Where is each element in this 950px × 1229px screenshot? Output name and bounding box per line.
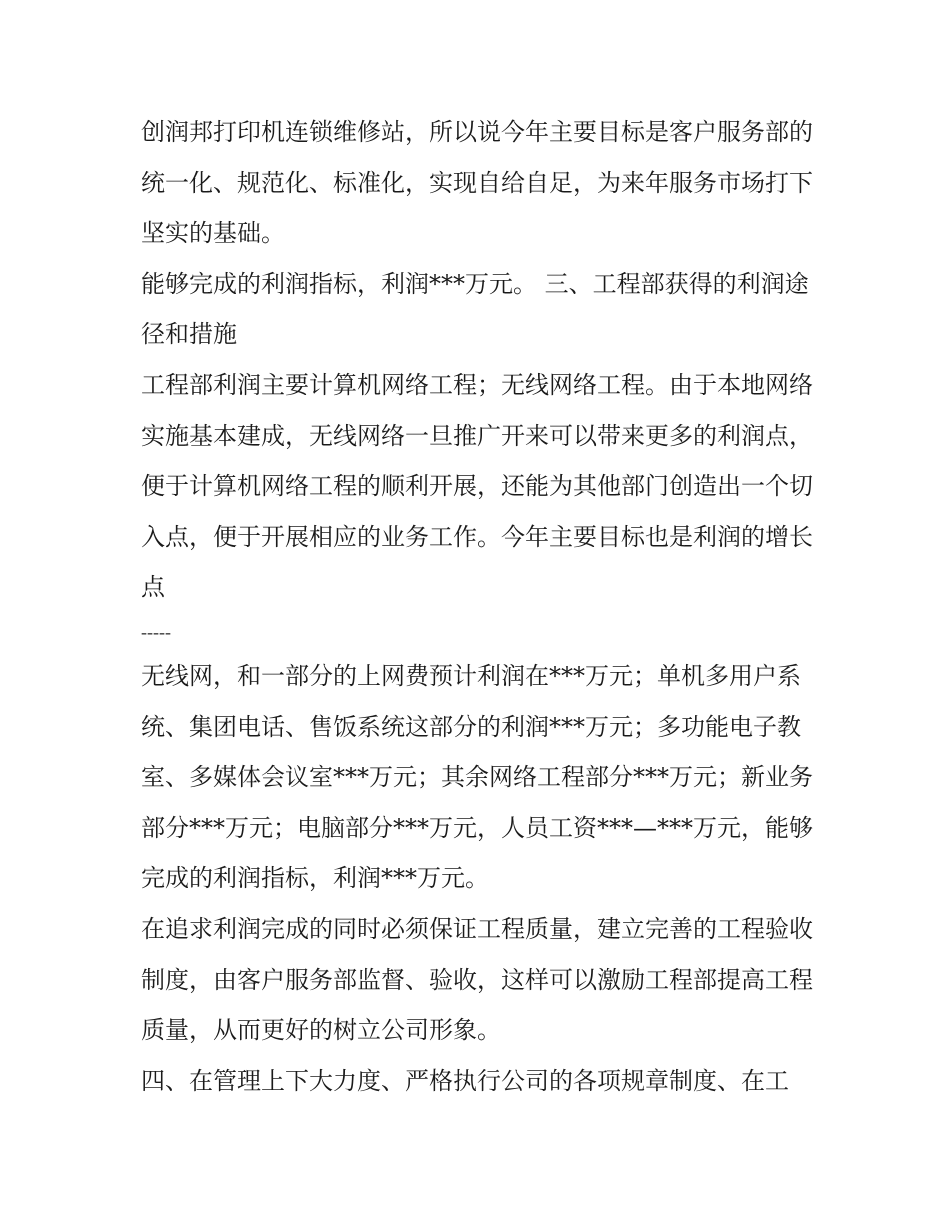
document-body [141, 107, 813, 1106]
section-separator: ----- [141, 621, 171, 642]
paragraph-engineering-profit: 工程部利润主要计算机网络工程；无线网络工程。由于本地网络实施基本建成，无线网络一旦推广开来可以带来更多的利润点，便于计算机网络工程的顺利开展，还能为其他部门创造出一个切入点，便于开展相应的业务工作。今年主要目标也是利润的增长点 [141, 370, 813, 602]
paragraph-quality-control: 在追求利润完成的同时必须保证工程质量，建立完善的工程验收制度，由客户服务部监督、验收，这样可以激励工程部提高工程质量，从而更好的树立公司形象。 [141, 914, 813, 1045]
paragraph-profit-breakdown: 无线网，和一部分的上网费预计利润在***万元；单机多用户系统、集团电话、售饭系统这部分的利润***万元；多功能电子教室、多媒体会议室***万元；其余网络工程部分***万元；新业务部分***万元；电脑部分***万元，人员工资***—***万元，能够完成的利润指标，利润***万元。 [141, 661, 813, 893]
paragraph-profit-target: 能够完成的利润指标，利润***万元。 三、工程部获得的利润途径和措施 [141, 269, 809, 349]
paragraph-management: 四、在管理上下大力度、严格执行公司的各项规章制度、在工 [141, 1066, 789, 1095]
paragraph-service-goal: 创润邦打印机连锁维修站，所以说今年主要目标是客户服务部的统一化、规范化、标准化，实现自给自足，为来年服务市场打下坚实的基础。 [141, 118, 813, 248]
